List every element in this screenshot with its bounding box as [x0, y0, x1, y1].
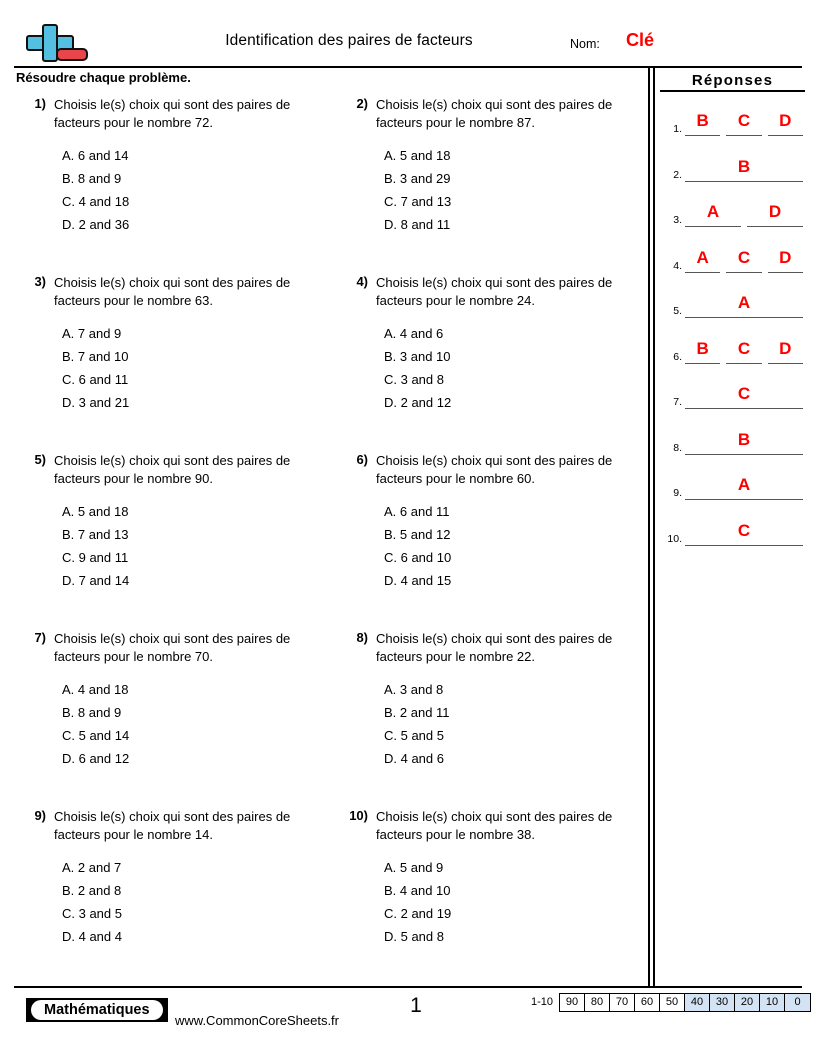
score-box[interactable]: 80: [585, 994, 610, 1011]
question-row: [14, 808, 644, 986]
choice-list: [376, 144, 651, 236]
choice-option[interactable]: A. 4 and 6: [384, 326, 444, 341]
score-box[interactable]: 10: [760, 994, 785, 1011]
question-row: [14, 274, 644, 452]
choice-list: [54, 144, 329, 236]
answer-row: [660, 334, 805, 364]
answer-slots: [685, 428, 803, 455]
score-scale-boxes: [559, 993, 811, 1012]
choice-option[interactable]: A. 2 and 7: [62, 860, 122, 875]
question-number: 3): [34, 274, 46, 289]
question-number: 10): [349, 808, 368, 823]
question-prompt: Choisis le(s) choix qui sont des paires de facteurs pour le nombre 87.: [376, 97, 613, 130]
footer-divider: [14, 986, 802, 988]
choice-option[interactable]: C. 3 and 8: [384, 372, 444, 387]
question-number: 4): [356, 274, 368, 289]
question-prompt: Choisis le(s) choix qui sont des paires de facteurs pour le nombre 14.: [54, 809, 291, 842]
choice-list: [54, 856, 329, 948]
answer-slot[interactable]: A: [685, 200, 741, 227]
answer-row-index: 3.: [673, 214, 682, 226]
questions-area: [14, 96, 644, 986]
instructions-text: Résoudre chaque problème.: [16, 70, 191, 85]
question-number: 6): [356, 452, 368, 467]
page-number: 1: [410, 994, 422, 1017]
score-box[interactable]: 0: [785, 994, 810, 1011]
question-1: [14, 96, 329, 236]
choice-option[interactable]: D. 6 and 12: [62, 751, 130, 766]
score-box[interactable]: 20: [735, 994, 760, 1011]
answer-slots: [685, 155, 803, 182]
question-prompt: Choisis le(s) choix qui sont des paires de facteurs pour le nombre 24.: [376, 275, 613, 308]
name-value: Clé: [626, 30, 655, 50]
answer-slot[interactable]: A: [685, 291, 803, 318]
choice-option[interactable]: A. 5 and 18: [62, 504, 129, 519]
choice-option[interactable]: D. 4 and 4: [62, 929, 122, 944]
question-prompt: Choisis le(s) choix qui sont des paires de facteurs pour le nombre 22.: [376, 631, 613, 664]
page-header: [14, 22, 802, 66]
answer-row: [660, 425, 805, 455]
question-10: [336, 808, 651, 948]
choice-option[interactable]: A. 3 and 8: [384, 682, 444, 697]
score-box[interactable]: 40: [685, 994, 710, 1011]
answer-slot[interactable]: D: [768, 337, 803, 364]
choice-option[interactable]: C. 4 and 18: [62, 194, 130, 209]
choice-option[interactable]: B. 7 and 13: [62, 527, 129, 542]
choice-option[interactable]: D. 4 and 6: [384, 751, 444, 766]
choice-option[interactable]: A. 6 and 11: [384, 504, 450, 519]
answer-slot[interactable]: B: [685, 109, 720, 136]
answer-row-index: 4.: [673, 259, 682, 272]
choice-option[interactable]: D. 3 and 21: [62, 395, 130, 410]
website-url: www.CommonCoreSheets.fr: [175, 1013, 339, 1028]
choice-option[interactable]: B. 8 and 9: [62, 705, 122, 720]
choice-option[interactable]: A. 7 and 9: [62, 326, 122, 341]
choice-option[interactable]: C. 6 and 10: [384, 550, 452, 565]
answer-row: [660, 470, 805, 500]
score-box[interactable]: 50: [660, 994, 685, 1011]
answer-key-title: Réponses: [660, 72, 805, 92]
answer-slots: [685, 337, 803, 364]
page-title: Identification des paires de facteurs: [225, 32, 473, 49]
choice-option[interactable]: D. 7 and 14: [62, 573, 130, 588]
choice-list: [376, 856, 651, 948]
answer-row: [660, 288, 805, 318]
question-2: [336, 96, 651, 236]
choice-option[interactable]: B. 8 and 9: [62, 171, 122, 186]
question-row: [14, 630, 644, 808]
answer-slots: [685, 246, 803, 273]
answer-slot[interactable]: C: [685, 382, 803, 409]
answer-row-index: 7.: [673, 396, 682, 408]
score-box[interactable]: 30: [710, 994, 735, 1011]
answer-row: [660, 379, 805, 409]
choice-option[interactable]: A. 6 and 14: [62, 148, 129, 163]
choice-list: [376, 322, 651, 414]
choice-option[interactable]: D. 8 and 11: [384, 217, 451, 232]
answer-slot[interactable]: D: [768, 246, 803, 273]
choice-option[interactable]: C. 9 and 11: [62, 550, 129, 565]
answer-slot[interactable]: C: [726, 246, 761, 273]
choice-list: [54, 500, 329, 592]
answer-slots: [685, 291, 803, 318]
question-prompt: Choisis le(s) choix qui sont des paires de facteurs pour le nombre 70.: [54, 631, 291, 664]
choice-option[interactable]: C. 2 and 19: [384, 906, 452, 921]
brand-label: Mathématiques: [31, 1000, 163, 1020]
answer-row-index: 6.: [673, 350, 682, 363]
score-box[interactable]: 90: [560, 994, 585, 1011]
answer-row-index: 2.: [673, 168, 682, 181]
choice-option[interactable]: C. 3 and 5: [62, 906, 122, 921]
choice-option[interactable]: C. 7 and 13: [384, 194, 452, 209]
choice-option[interactable]: B. 2 and 11: [384, 705, 450, 720]
choice-option[interactable]: C. 5 and 5: [384, 728, 444, 743]
choice-list: [376, 500, 651, 592]
question-4: [336, 274, 651, 414]
answer-slot[interactable]: A: [685, 246, 720, 273]
answer-slots: [685, 109, 803, 136]
choice-option[interactable]: B. 3 and 29: [384, 171, 451, 186]
answer-row: [660, 152, 805, 182]
question-7: [14, 630, 329, 770]
question-prompt: Choisis le(s) choix qui sont des paires de facteurs pour le nombre 72.: [54, 97, 291, 130]
question-number: 8): [356, 630, 368, 645]
question-number: 9): [34, 808, 46, 823]
choice-option[interactable]: B. 4 and 10: [384, 883, 451, 898]
score-scale-label: 1-10: [531, 996, 554, 1008]
question-5: [14, 452, 329, 592]
question-number: 5): [34, 452, 46, 467]
answer-slot[interactable]: D: [747, 200, 803, 227]
choice-option[interactable]: B. 7 and 10: [62, 349, 129, 364]
question-prompt: Choisis le(s) choix qui sont des paires de facteurs pour le nombre 60.: [376, 453, 613, 486]
choice-option[interactable]: A. 5 and 18: [384, 148, 451, 163]
answer-row: [660, 106, 805, 136]
question-row: [14, 96, 644, 274]
answer-slot[interactable]: C: [726, 337, 761, 364]
question-9: [14, 808, 329, 948]
answer-row-index: 10.: [667, 532, 682, 545]
choice-option[interactable]: C. 6 and 11: [62, 372, 129, 387]
choice-option[interactable]: A. 4 and 18: [62, 682, 129, 697]
answer-slot[interactable]: B: [685, 337, 720, 364]
question-6: [336, 452, 651, 592]
choice-option[interactable]: B. 3 and 10: [384, 349, 451, 364]
question-prompt: Choisis le(s) choix qui sont des paires de facteurs pour le nombre 90.: [54, 453, 291, 486]
answer-slot[interactable]: A: [685, 473, 803, 500]
plus-minus-logo-icon: [14, 22, 92, 64]
choice-list: [54, 678, 329, 770]
answer-row: [660, 516, 805, 546]
header-divider: [14, 66, 802, 68]
question-8: [336, 630, 651, 770]
answer-slot[interactable]: C: [685, 519, 803, 546]
answer-slot[interactable]: D: [768, 109, 803, 136]
score-box[interactable]: 60: [635, 994, 660, 1011]
answer-row-index: 8.: [673, 441, 682, 454]
choice-list: [54, 322, 329, 414]
name-label: Nom:: [570, 37, 600, 51]
question-prompt: Choisis le(s) choix qui sont des paires de facteurs pour le nombre 38.: [376, 809, 613, 842]
choice-option[interactable]: D. 4 and 15: [384, 573, 452, 588]
question-row: [14, 452, 644, 630]
choice-option[interactable]: B. 5 and 12: [384, 527, 451, 542]
choice-option[interactable]: A. 5 and 9: [384, 860, 444, 875]
choice-option[interactable]: B. 2 and 8: [62, 883, 122, 898]
answer-slot[interactable]: C: [726, 109, 761, 136]
answer-slots: [685, 519, 803, 546]
choice-option[interactable]: D. 2 and 36: [62, 217, 130, 232]
answer-slots: [685, 200, 803, 227]
answer-slots: [685, 382, 803, 409]
choice-option[interactable]: C. 5 and 14: [62, 728, 130, 743]
question-prompt: Choisis le(s) choix qui sont des paires de facteurs pour le nombre 63.: [54, 275, 291, 308]
answer-slots: [685, 473, 803, 500]
answer-row-index: 5.: [673, 305, 682, 317]
answer-slot[interactable]: B: [685, 155, 803, 182]
answer-slot[interactable]: B: [685, 428, 803, 455]
question-number: 1): [34, 96, 46, 111]
answer-row-index: 9.: [673, 487, 682, 499]
answer-row: [660, 243, 805, 273]
question-number: 2): [356, 96, 368, 111]
choice-list: [376, 678, 651, 770]
answer-row: [660, 197, 805, 227]
question-3: [14, 274, 329, 414]
choice-option[interactable]: D. 2 and 12: [384, 395, 452, 410]
score-box[interactable]: 70: [610, 994, 635, 1011]
question-number: 7): [34, 630, 46, 645]
brand-badge: [26, 998, 168, 1022]
score-scale: [531, 993, 811, 1012]
answer-row-index: 1.: [673, 123, 682, 135]
choice-option[interactable]: D. 5 and 8: [384, 929, 444, 944]
